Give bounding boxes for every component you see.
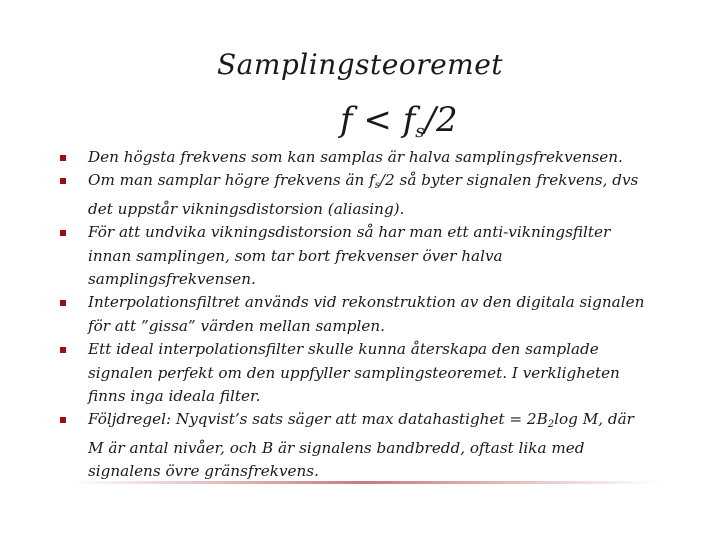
- bullet-item: [60, 146, 650, 169]
- bullet-text-segment: Ett ideal interpolationsfilter skulle kunna återskapa den samplade signalen perfekt om den uppfyller samplingsteoremet. I verkligheten finns inga ideala filter.: [88, 340, 620, 406]
- bullet-text-segment: Den högsta frekvens som kan samplas är halva samplingsfrekvensen.: [88, 148, 623, 166]
- formula-lhs: f < f: [340, 100, 416, 140]
- nyquist-formula: [340, 100, 458, 142]
- bullet-text: [88, 148, 623, 166]
- bullet-item: [60, 291, 650, 338]
- slide-title: Samplingsteoremet: [216, 48, 504, 81]
- bullet-square-icon: [60, 230, 66, 236]
- bullet-text: [88, 340, 620, 405]
- formula-subscript: s: [415, 121, 425, 142]
- bullet-subscript: s: [374, 180, 380, 192]
- bullet-item: [60, 408, 650, 483]
- bullet-square-icon: [60, 178, 66, 184]
- footer-divider: [70, 481, 660, 484]
- bullet-text: [88, 171, 638, 217]
- bullet-text: [88, 410, 634, 480]
- bullet-text-segment: log M, där M är antal nivåer, och B är signalens bandbredd, oftast lika med signalens övre gränsfrekvens.: [88, 410, 634, 481]
- bullet-text-segment: /2 så byter signalen frekvens, dvs det uppstår vikningsdistorsion (aliasing).: [88, 171, 639, 218]
- bullet-item: [60, 169, 650, 221]
- bullet-square-icon: [60, 300, 66, 306]
- bullet-list: [60, 146, 650, 484]
- bullet-subscript: 2: [547, 419, 555, 431]
- bullet-item: [60, 338, 650, 408]
- bullet-square-icon: [60, 417, 66, 423]
- bullet-text-segment: För att undvika vikningsdistorsion så har man ett anti-vikningsfilter innan samplingen, som tar bort frekvenser över halva samplingsfrekvensen.: [88, 223, 611, 289]
- bullet-square-icon: [60, 347, 66, 353]
- bullet-text-segment: Följdregel: Nyqvist’s sats säger att max datahastighet = 2B: [88, 410, 548, 429]
- bullet-text: [88, 223, 610, 288]
- bullet-text: [88, 293, 644, 334]
- bullet-item: [60, 221, 650, 291]
- bullet-text-segment: Om man samplar högre frekvens än f: [88, 171, 375, 190]
- bullet-text-segment: Interpolationsfiltret används vid rekonstruktion av den digitala signalen för att ”gissa” värden mellan samplen.: [88, 293, 645, 335]
- formula-rhs: /2: [424, 100, 458, 140]
- bullet-square-icon: [60, 155, 66, 161]
